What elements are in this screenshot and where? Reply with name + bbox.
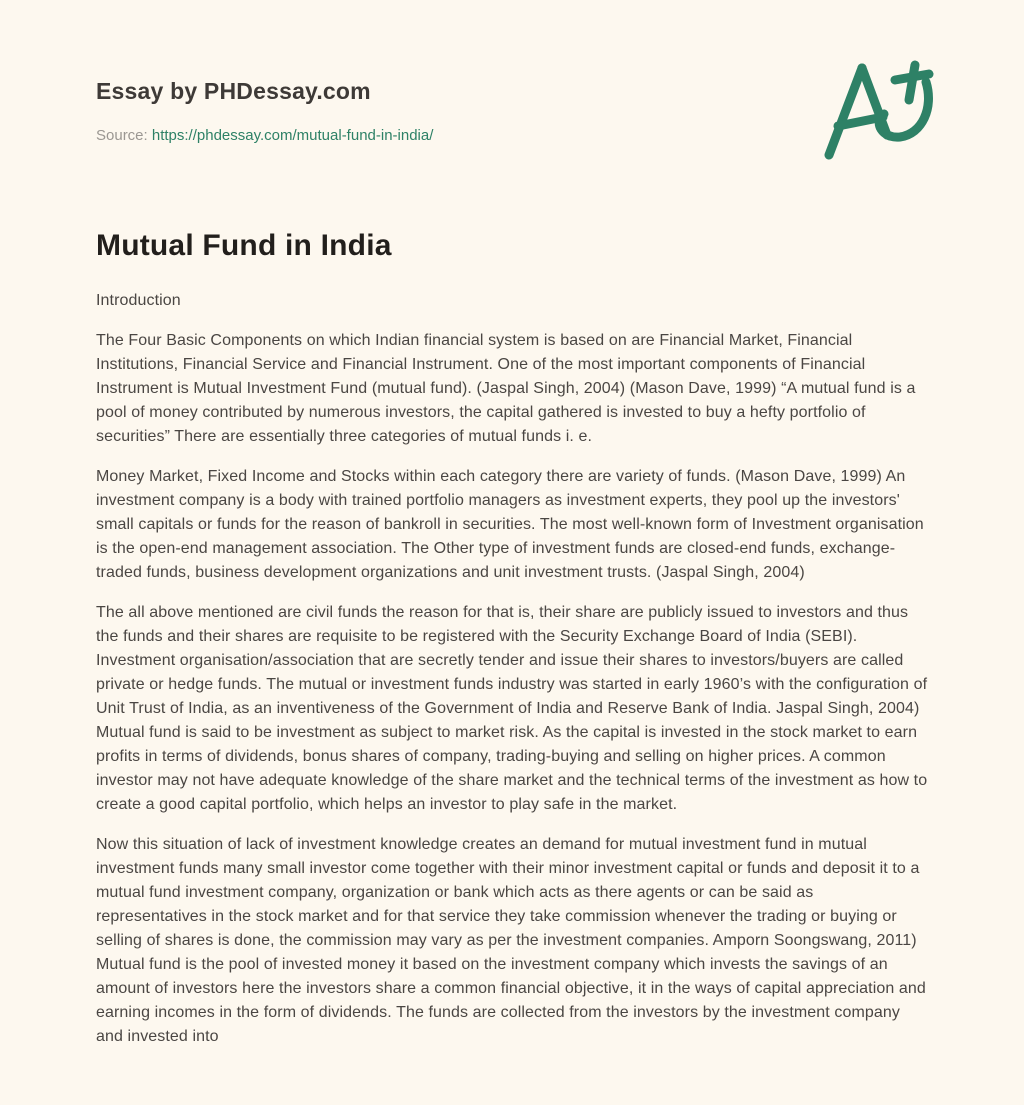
source-line	[96, 124, 928, 148]
essay-paragraph: Money Market, Fixed Income and Stocks within each category there are variety of funds. (Mason Dave, 1999) An investment company is a body with trained portfolio managers as investment experts, they pool up the investors' small capitals or funds for the reason of bankroll in securities. The most well-known form of Investment organisation is the open-end management association. The Other type of investment funds are closed-end funds, exchange-traded funds, business development organizations and unit investment trusts. (Jaspal Singh, 2004)	[96, 468, 924, 581]
a-plus-logo-icon	[822, 151, 934, 168]
essay-paragraph: Now this situation of lack of investment knowledge creates an demand for mutual investment fund in mutual investment funds many small investor come together with their minor investment capital or funds and deposit it to a mutual fund investment company, organization or bank which acts as there agents or can be said as representatives in the stock market and for that service they take commission whenever the trading or buying or selling of shares is done, the commission may vary as per the investment companies. Amporn Soongswang, 2011) Mutual fund is the pool of invested money it based on the investment company which invests the savings of an amount of investors here the investors share a common financial objective, it in the ways of capital appreciation and earning incomes in the form of dividends. The funds are collected from the investors by the investment company and invested into	[96, 836, 926, 1045]
essay-paragraph-introduction: Introduction	[96, 292, 181, 309]
essay-body	[96, 289, 928, 1049]
byline-title: Essay by PHDessay.com	[96, 78, 371, 104]
source-label: Source:	[96, 127, 148, 144]
phdessay-logo	[822, 58, 934, 164]
source-url-link[interactable]: https://phdessay.com/mutual-fund-in-india/	[151, 127, 434, 144]
essay-paragraph: The Four Basic Components on which Indian financial system is based on are Financial Market, Financial Institutions, Financial Service and Financial Instrument. One of the most important components of Financial Instrument is Mutual Investment Fund (mutual fund). (Jaspal Singh, 2004) (Mason Dave, 1999) “A mutual fund is a pool of money contributed by numerous investors, the capital gathered is invested to buy a hefty portfolio of securities” There are essentially three categories of mutual funds i. e.	[96, 332, 916, 445]
essay-paragraph: The all above mentioned are civil funds the reason for that is, their share are publicly issued to investors and thus the funds and their shares are requisite to be registered with the Security Exchange Board of India (SEBI). Investment organisation/association that are secretly tender and issue their shares to investors/buyers are called private or hedge funds. The mutual or investment funds industry was started in early 1960’s with the configuration of Unit Trust of India, as an inventiveness of the Government of India and Reserve Bank of India. Jaspal Singh, 2004) Mutual fund is said to be investment as subject to market risk. As the capital is invested in the stock market to earn profits in terms of dividends, bonus shares of company, trading-buying and selling on higher prices. A common investor may not have adequate knowledge of the share market and the technical terms of the investment as how to create a good capital portfolio, which helps an investor to play safe in the market.	[96, 604, 928, 813]
essay-title: Mutual Fund in India	[96, 229, 392, 262]
